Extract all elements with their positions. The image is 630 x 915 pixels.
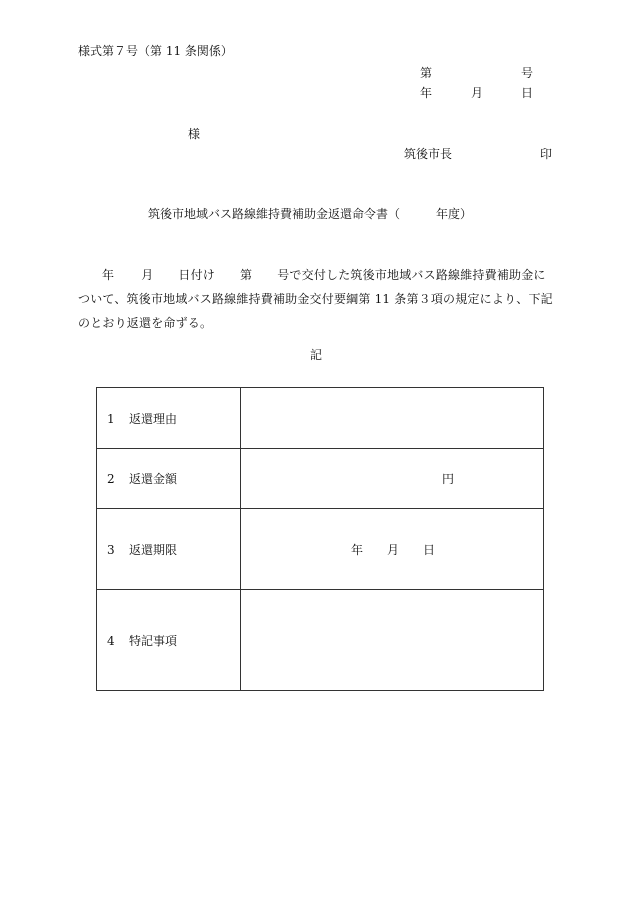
issue-number-suffix: 号 [521,66,534,80]
issuer-name: 筑後市長 [404,147,453,161]
reason-value-cell [241,388,544,449]
table-row-amount [97,449,544,509]
body-line-3: のとおり返還を命ずる。 [78,316,213,330]
body-year: 年 [102,268,115,282]
table-row-notes [97,590,544,691]
row-label: 返還金額 [129,472,178,486]
row-number: 3 [107,542,115,557]
row-label: 返還期限 [129,542,178,557]
date-year: 年 [420,86,433,100]
table-row-deadline [97,509,544,590]
notes-value-cell [241,590,544,691]
row-label: 特記事項 [129,633,178,648]
row-number: 2 [107,472,115,486]
addressee-suffix: 様 [188,127,201,141]
form-number: 様式第７号（第 11 条関係） [78,44,233,58]
row-number: 4 [107,633,115,648]
body-line-1 [78,263,556,287]
row-label-cell [97,590,241,691]
row-label-cell [97,388,241,449]
row-number: 1 [107,411,115,426]
row-label-cell [97,449,241,509]
body-paragraph [78,263,556,335]
body-month: 月 [141,268,154,282]
body-no-prefix: 第 [240,268,253,282]
date-day: 日 [521,86,534,100]
body-line-1-rest: 号で交付した筑後市地域バス路線維持費補助金に [277,268,546,282]
row-label-cell [97,509,241,590]
issue-number-prefix: 第 [420,66,433,80]
date-month: 月 [471,86,484,100]
return-details-table [96,387,544,691]
table-row-reason [97,388,544,449]
deadline-day: 日 [423,542,436,557]
ki-heading: 記 [310,348,323,362]
body-line-2: ついて、筑後市地域バス路線維持費補助金交付要綱第 11 条第３項の規定により、下記 [78,292,553,306]
deadline-year: 年 [350,542,363,557]
row-label: 返還理由 [129,411,178,426]
deadline-value-cell [241,509,544,590]
amount-unit: 円 [441,472,454,486]
amount-value-cell [241,449,544,509]
deadline-month: 月 [386,542,399,557]
issuer-seal: 印 [540,147,553,161]
document-title: 筑後市地域バス路線維持費補助金返還命令書（ 年度） [148,207,473,221]
body-dated: 日付け [178,268,216,282]
